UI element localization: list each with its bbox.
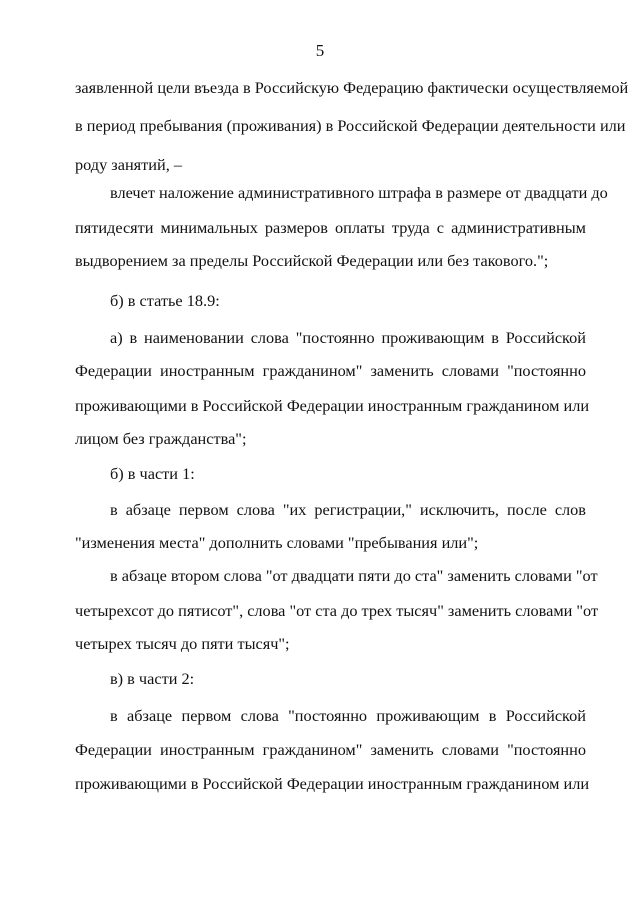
text-line: роду занятий, – [75, 155, 182, 174]
text-line: б) в статье 18.9: [110, 291, 220, 310]
text-line: заявленной цели въезда в Российскую Федерацию фактически осуществляемой [75, 78, 629, 97]
text-line: а) в наименовании слова "постоянно проживающим в Российской [110, 328, 586, 347]
text-line: б) в части 1: [110, 464, 195, 483]
text-line: влечет наложение административного штрафа в размере от двадцати до [110, 183, 608, 202]
text-line: в абзаце первом слова "постоянно проживающим в Российской [110, 706, 586, 725]
text-line: в период пребывания (проживания) в Российской Федерации деятельности или [75, 116, 626, 135]
text-line: четырех тысяч до пяти тысяч"; [75, 634, 290, 653]
text-line: в абзаце первом слова "их регистрации," исключить, после слов [110, 500, 586, 519]
text-line: Федерации иностранным гражданином" заменить словами "постоянно [75, 740, 586, 759]
page-number: 5 [315, 41, 325, 60]
text-line: Федерации иностранным гражданином" заменить словами "постоянно [75, 361, 586, 380]
text-line: проживающими в Российской Федерации иностранным гражданином или [75, 774, 590, 793]
text-line: пятидесяти минимальных размеров оплаты труда с административным [75, 218, 586, 237]
text-line: выдворением за пределы Российской Федерации или без такового."; [75, 251, 549, 270]
text-line: лицом без гражданства"; [75, 429, 247, 448]
text-line: в абзаце втором слова "от двадцати пяти до ста" заменить словами "от [110, 566, 598, 585]
text-line: проживающими в Российской Федерации иностранным гражданином или [75, 396, 590, 415]
text-line: четырехсот до пятисот", слова "от ста до трех тысяч" заменить словами "от [75, 601, 599, 620]
text-line: в) в части 2: [110, 669, 195, 688]
text-line: "изменения места" дополнить словами "пребывания или"; [75, 533, 479, 552]
